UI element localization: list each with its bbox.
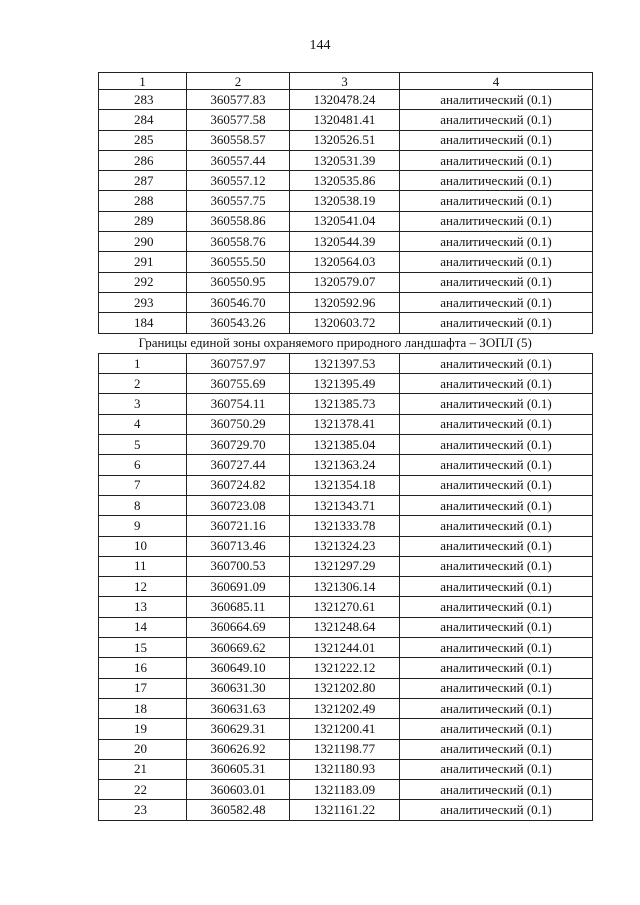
x-coordinate-cell: 360543.26 [187,313,290,333]
table-row [99,353,593,373]
point-number-cell: 288 [99,191,187,211]
table-row [99,232,593,252]
method-cell: аналитический (0.1) [400,252,593,272]
table-row [99,292,593,312]
x-coordinate-cell: 360664.69 [187,617,290,637]
x-coordinate-cell: 360631.30 [187,678,290,698]
header-cell-col3: 3 [290,73,400,90]
point-number-cell: 16 [99,658,187,678]
x-coordinate-cell: 360605.31 [187,759,290,779]
table-row [99,150,593,170]
x-coordinate-cell: 360727.44 [187,455,290,475]
method-cell: аналитический (0.1) [400,495,593,515]
point-number-cell: 5 [99,435,187,455]
y-coordinate-cell: 1321161.22 [290,800,400,820]
y-coordinate-cell: 1320538.19 [290,191,400,211]
y-coordinate-cell: 1321180.93 [290,759,400,779]
method-cell: аналитический (0.1) [400,130,593,150]
method-cell: аналитический (0.1) [400,719,593,739]
point-number-cell: 15 [99,638,187,658]
point-number-cell: 12 [99,577,187,597]
point-number-cell: 293 [99,292,187,312]
point-number-cell: 11 [99,556,187,576]
point-number-cell: 10 [99,536,187,556]
point-number-cell: 6 [99,455,187,475]
x-coordinate-cell: 360558.86 [187,211,290,231]
table-row [99,638,593,658]
method-cell: аналитический (0.1) [400,556,593,576]
table-row [99,536,593,556]
method-cell: аналитический (0.1) [400,171,593,191]
method-cell: аналитический (0.1) [400,698,593,718]
y-coordinate-cell: 1320478.24 [290,90,400,110]
point-number-cell: 8 [99,495,187,515]
y-coordinate-cell: 1320481.41 [290,110,400,130]
table-row [99,516,593,536]
x-coordinate-cell: 360691.09 [187,577,290,597]
method-cell: аналитический (0.1) [400,313,593,333]
point-number-cell: 9 [99,516,187,536]
y-coordinate-cell: 1321270.61 [290,597,400,617]
point-number-cell: 17 [99,678,187,698]
y-coordinate-cell: 1321385.04 [290,435,400,455]
table-row [99,313,593,333]
point-number-cell: 289 [99,211,187,231]
method-cell: аналитический (0.1) [400,232,593,252]
y-coordinate-cell: 1321354.18 [290,475,400,495]
y-coordinate-cell: 1321198.77 [290,739,400,759]
table-row [99,130,593,150]
point-number-cell: 287 [99,171,187,191]
point-number-cell: 290 [99,232,187,252]
point-number-cell: 1 [99,353,187,373]
point-number-cell: 286 [99,150,187,170]
x-coordinate-cell: 360755.69 [187,374,290,394]
y-coordinate-cell: 1321222.12 [290,658,400,678]
method-cell: аналитический (0.1) [400,678,593,698]
point-number-cell: 22 [99,780,187,800]
table-row [99,698,593,718]
table-row [99,739,593,759]
x-coordinate-cell: 360700.53 [187,556,290,576]
x-coordinate-cell: 360546.70 [187,292,290,312]
x-coordinate-cell: 360629.31 [187,719,290,739]
method-cell: аналитический (0.1) [400,292,593,312]
section-title: Границы единой зоны охраняемого природного ландшафта – ЗОПЛ (5) [99,333,593,353]
x-coordinate-cell: 360582.48 [187,800,290,820]
point-number-cell: 7 [99,475,187,495]
table-row [99,211,593,231]
table-row [99,495,593,515]
coordinates-table [98,72,593,821]
x-coordinate-cell: 360669.62 [187,638,290,658]
x-coordinate-cell: 360754.11 [187,394,290,414]
table-row [99,475,593,495]
x-coordinate-cell: 360558.76 [187,232,290,252]
x-coordinate-cell: 360603.01 [187,780,290,800]
method-cell: аналитический (0.1) [400,800,593,820]
table-header-row [99,73,593,90]
method-cell: аналитический (0.1) [400,150,593,170]
table-row [99,780,593,800]
page-number: 144 [309,38,331,53]
point-number-cell: 283 [99,90,187,110]
method-cell: аналитический (0.1) [400,658,593,678]
point-number-cell: 13 [99,597,187,617]
point-number-cell: 20 [99,739,187,759]
y-coordinate-cell: 1320579.07 [290,272,400,292]
y-coordinate-cell: 1320535.86 [290,171,400,191]
method-cell: аналитический (0.1) [400,475,593,495]
point-number-cell: 4 [99,414,187,434]
table-row [99,171,593,191]
table-row [99,556,593,576]
point-number-cell: 21 [99,759,187,779]
coordinates-table-body [99,73,593,821]
method-cell: аналитический (0.1) [400,110,593,130]
method-cell: аналитический (0.1) [400,211,593,231]
point-number-cell: 3 [99,394,187,414]
method-cell: аналитический (0.1) [400,394,593,414]
method-cell: аналитический (0.1) [400,272,593,292]
x-coordinate-cell: 360685.11 [187,597,290,617]
method-cell: аналитический (0.1) [400,617,593,637]
x-coordinate-cell: 360557.75 [187,191,290,211]
point-number-cell: 19 [99,719,187,739]
table-row [99,272,593,292]
table-row [99,110,593,130]
point-number-cell: 291 [99,252,187,272]
y-coordinate-cell: 1321343.71 [290,495,400,515]
table-row [99,191,593,211]
point-number-cell: 285 [99,130,187,150]
y-coordinate-cell: 1320541.04 [290,211,400,231]
x-coordinate-cell: 360649.10 [187,658,290,678]
y-coordinate-cell: 1321395.49 [290,374,400,394]
x-coordinate-cell: 360626.92 [187,739,290,759]
method-cell: аналитический (0.1) [400,455,593,475]
point-number-cell: 284 [99,110,187,130]
y-coordinate-cell: 1321397.53 [290,353,400,373]
x-coordinate-cell: 360724.82 [187,475,290,495]
y-coordinate-cell: 1321297.29 [290,556,400,576]
method-cell: аналитический (0.1) [400,353,593,373]
method-cell: аналитический (0.1) [400,536,593,556]
y-coordinate-cell: 1321183.09 [290,780,400,800]
point-number-cell: 18 [99,698,187,718]
x-coordinate-cell: 360558.57 [187,130,290,150]
point-number-cell: 23 [99,800,187,820]
x-coordinate-cell: 360723.08 [187,495,290,515]
table-row [99,577,593,597]
y-coordinate-cell: 1321306.14 [290,577,400,597]
point-number-cell: 14 [99,617,187,637]
table-row [99,394,593,414]
y-coordinate-cell: 1320526.51 [290,130,400,150]
x-coordinate-cell: 360750.29 [187,414,290,434]
table-row [99,719,593,739]
x-coordinate-cell: 360757.97 [187,353,290,373]
x-coordinate-cell: 360631.63 [187,698,290,718]
table-row [99,90,593,110]
method-cell: аналитический (0.1) [400,414,593,434]
y-coordinate-cell: 1321248.64 [290,617,400,637]
point-number-cell: 292 [99,272,187,292]
table-row [99,617,593,637]
y-coordinate-cell: 1321244.01 [290,638,400,658]
x-coordinate-cell: 360713.46 [187,536,290,556]
header-cell-col4: 4 [400,73,593,90]
method-cell: аналитический (0.1) [400,780,593,800]
y-coordinate-cell: 1320564.03 [290,252,400,272]
y-coordinate-cell: 1320544.39 [290,232,400,252]
table-row [99,658,593,678]
table-row [99,455,593,475]
header-cell-col1: 1 [99,73,187,90]
y-coordinate-cell: 1321333.78 [290,516,400,536]
method-cell: аналитический (0.1) [400,739,593,759]
x-coordinate-cell: 360550.95 [187,272,290,292]
method-cell: аналитический (0.1) [400,374,593,394]
y-coordinate-cell: 1320592.96 [290,292,400,312]
x-coordinate-cell: 360721.16 [187,516,290,536]
y-coordinate-cell: 1321202.80 [290,678,400,698]
x-coordinate-cell: 360555.50 [187,252,290,272]
y-coordinate-cell: 1321200.41 [290,719,400,739]
x-coordinate-cell: 360557.12 [187,171,290,191]
table-row [99,435,593,455]
method-cell: аналитический (0.1) [400,759,593,779]
table-row [99,374,593,394]
header-cell-col2: 2 [187,73,290,90]
x-coordinate-cell: 360577.58 [187,110,290,130]
y-coordinate-cell: 1321363.24 [290,455,400,475]
method-cell: аналитический (0.1) [400,435,593,455]
method-cell: аналитический (0.1) [400,90,593,110]
method-cell: аналитический (0.1) [400,516,593,536]
table-row [99,759,593,779]
y-coordinate-cell: 1320603.72 [290,313,400,333]
method-cell: аналитический (0.1) [400,638,593,658]
method-cell: аналитический (0.1) [400,597,593,617]
table-row [99,597,593,617]
table-row [99,252,593,272]
y-coordinate-cell: 1321324.23 [290,536,400,556]
y-coordinate-cell: 1321378.41 [290,414,400,434]
table-row [99,414,593,434]
y-coordinate-cell: 1320531.39 [290,150,400,170]
table-row [99,678,593,698]
point-number-cell: 184 [99,313,187,333]
y-coordinate-cell: 1321202.49 [290,698,400,718]
x-coordinate-cell: 360577.83 [187,90,290,110]
method-cell: аналитический (0.1) [400,191,593,211]
table-row [99,800,593,820]
point-number-cell: 2 [99,374,187,394]
method-cell: аналитический (0.1) [400,577,593,597]
y-coordinate-cell: 1321385.73 [290,394,400,414]
section-title-row [99,333,593,353]
x-coordinate-cell: 360729.70 [187,435,290,455]
x-coordinate-cell: 360557.44 [187,150,290,170]
